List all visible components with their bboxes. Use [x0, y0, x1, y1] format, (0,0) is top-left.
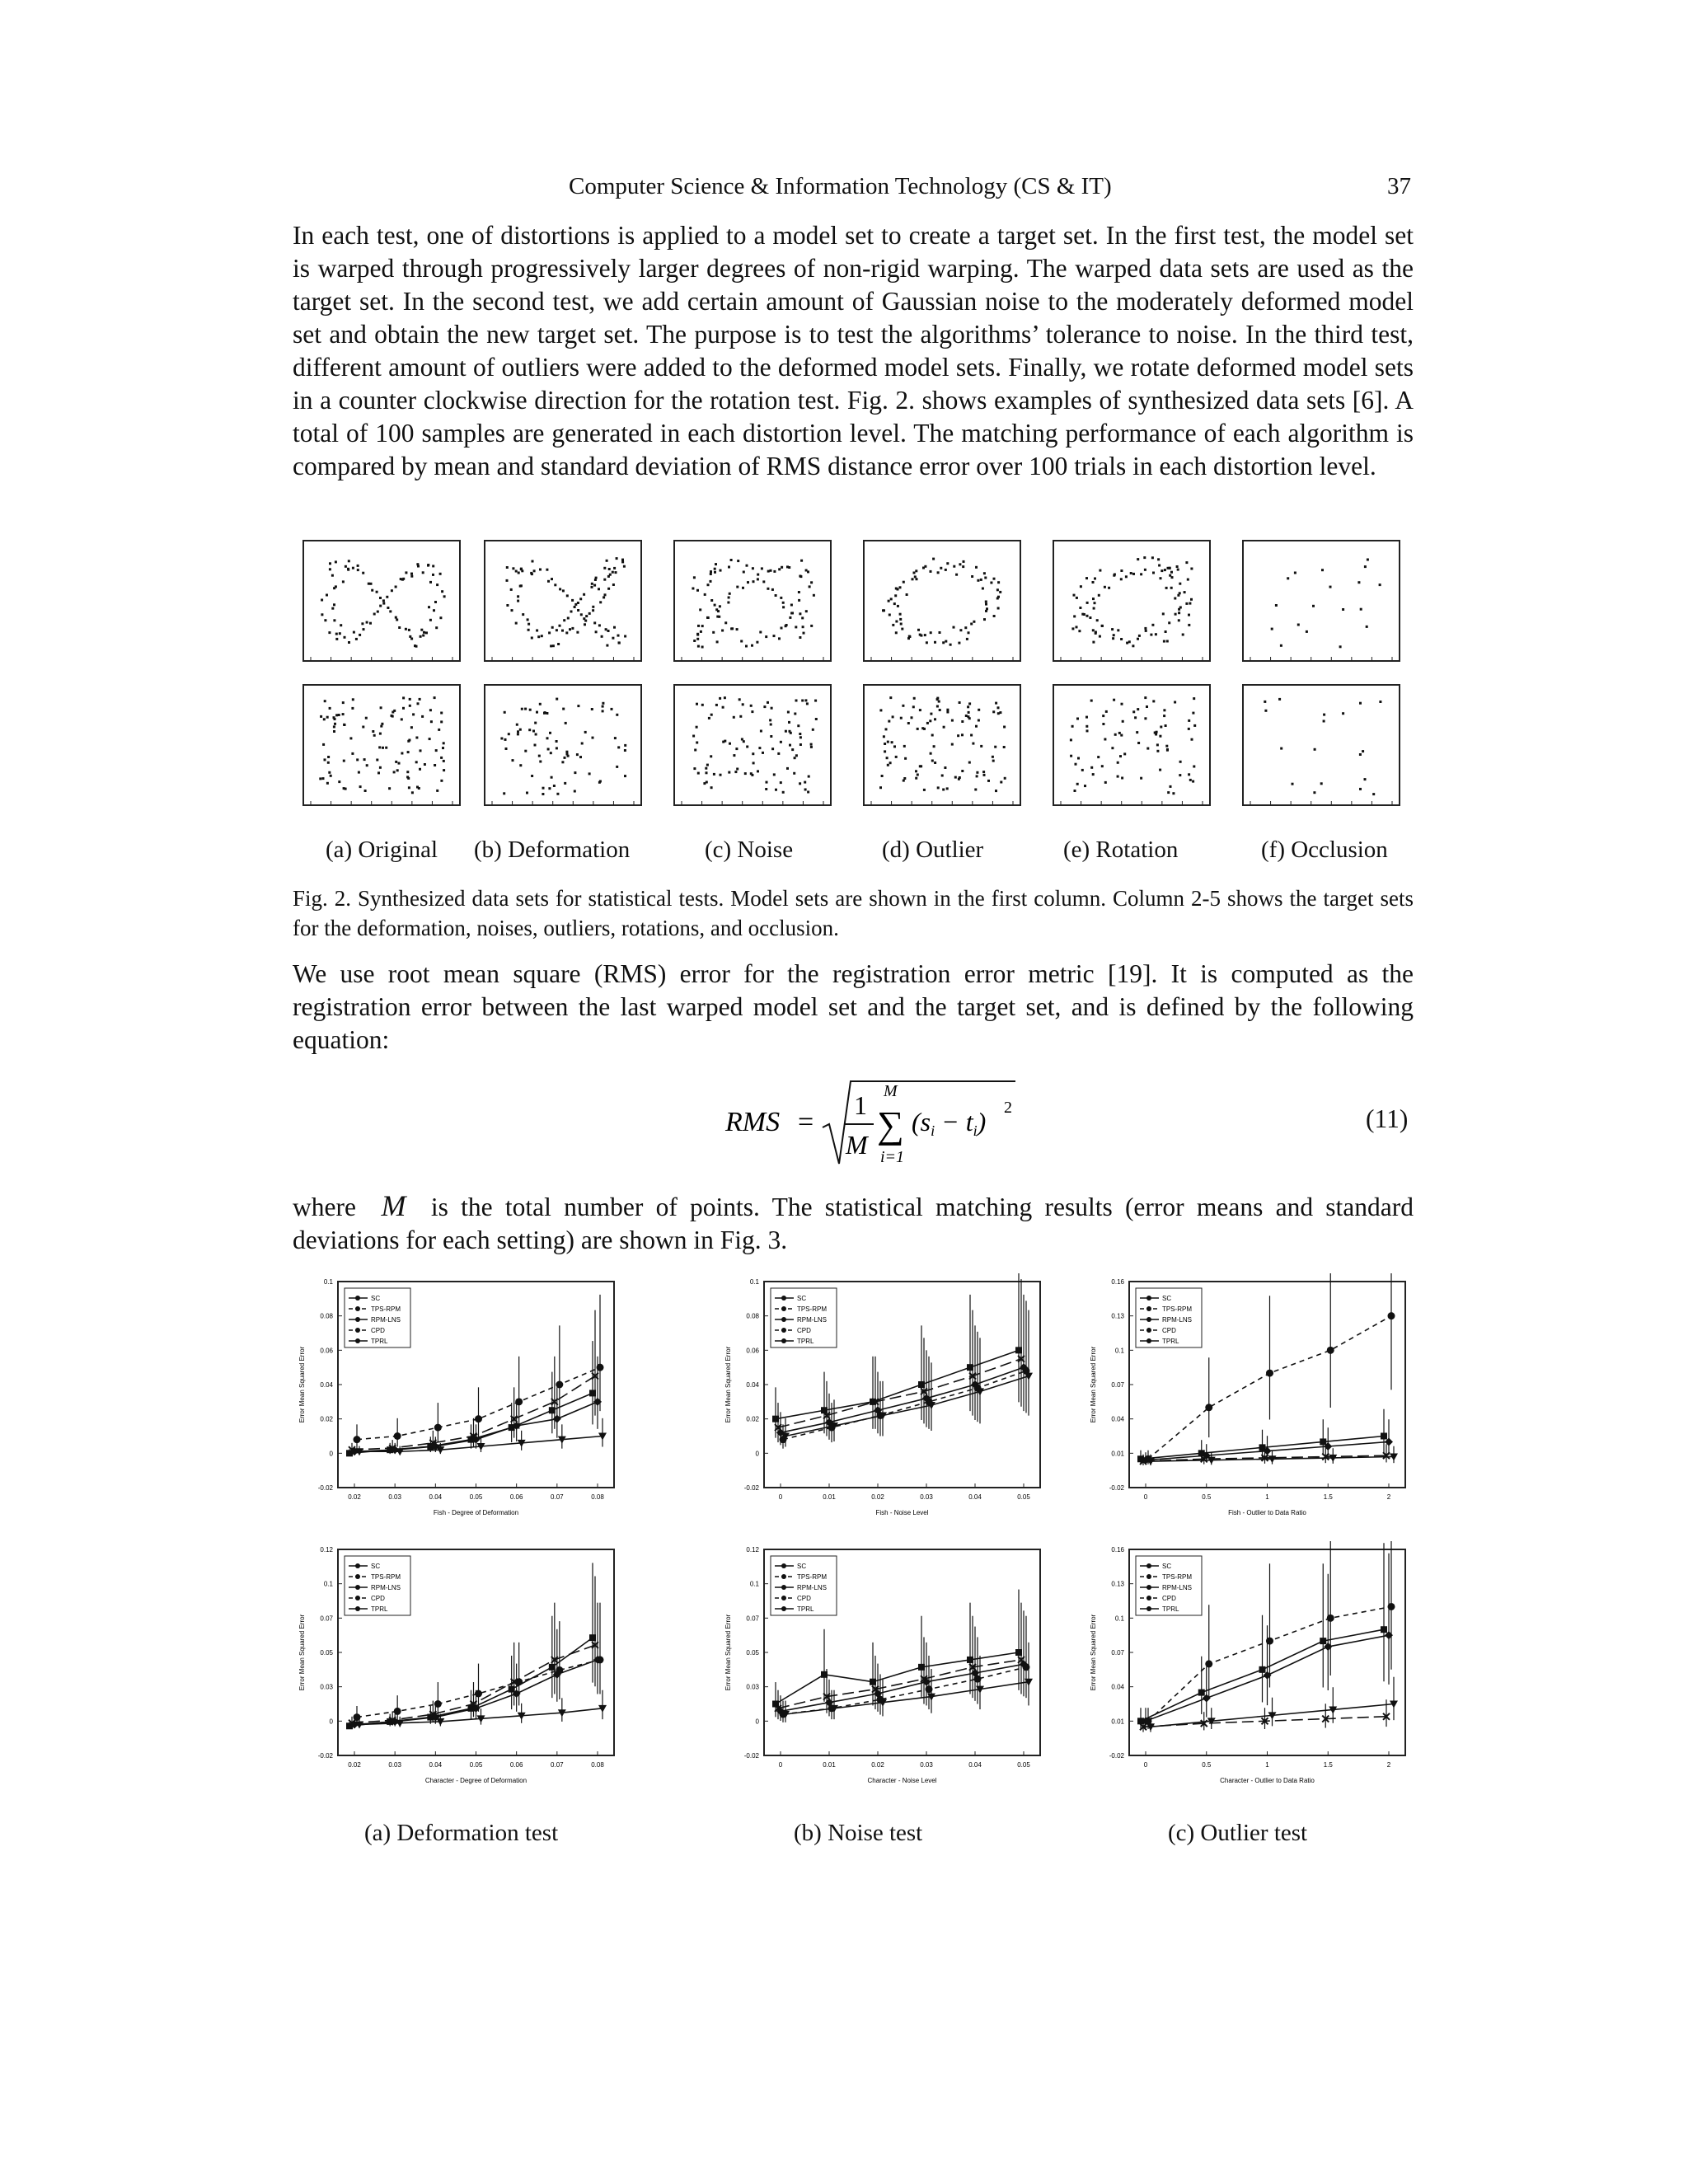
legend-entry: SC	[797, 1563, 807, 1570]
legend-entry: TPS-RPM	[1162, 1305, 1192, 1313]
data-point-cpd	[475, 1415, 482, 1422]
data-point-cpd	[597, 1364, 604, 1371]
y-tick-label: -0.02	[317, 1752, 333, 1760]
y-tick-label: -0.02	[1109, 1752, 1124, 1760]
x-tick-label: 1.5	[1323, 1493, 1333, 1501]
data-point-sc	[1381, 1626, 1387, 1633]
x-tick-label: 0	[778, 1493, 783, 1501]
point-set-panel	[673, 684, 832, 806]
legend-entry: TPRL	[371, 1605, 388, 1613]
data-point-cpd	[434, 1700, 442, 1708]
rms-equation	[709, 1071, 1055, 1179]
y-tick-label: 0.1	[1114, 1615, 1124, 1623]
body-paragraph-1: In each test, one of distortions is applied to a model set to create a target set. In the first test, the model set is warped through progressively larger degrees of non-rigid warping. The warped data sets are used as the target set. In the second test, we add certain amount of Gaussian noise to the moderately deformed model set and obtain the new target set. The purpose is to test the algorithms’ tolerance to noise. In the third test, different amount of outliers were added to the deformed model sets. Finally, we rotate deformed model sets in a counter clockwise direction for the rotation test. Fig. 2. shows examples of synthesized data sets [6]. A total of 100 samples are generated in each distortion level. The matching performance of each algorithm is compared by mean and standard deviation of RMS distance error over 100 trials in each distortion level.	[293, 221, 1414, 480]
x-axis-label: Character - Noise Level	[867, 1777, 937, 1784]
error-line-chart	[719, 1273, 1048, 1525]
body-paragraph-2: We use root mean square (RMS) error for the registration error metric [19]. It is computed as the registration error between the last warped model set and the target set, and is defined by the following equation:	[293, 959, 1414, 1054]
x-tick-label: 0.04	[429, 1761, 443, 1769]
error-line-chart	[293, 1541, 622, 1793]
y-tick-label: 0.16	[1111, 1278, 1124, 1286]
y-tick-label: 0	[755, 1718, 759, 1726]
chart-legend	[345, 1288, 410, 1347]
x-tick-label: 0.07	[551, 1493, 564, 1501]
eq-power: 2	[1004, 1099, 1012, 1117]
x-tick-label: 0.01	[823, 1493, 836, 1501]
point-set-panel	[484, 684, 642, 806]
x-tick-label: 0.03	[920, 1493, 933, 1501]
subcaption-original: (a) Original	[326, 837, 438, 863]
x-tick-label: 2	[1386, 1761, 1391, 1769]
x-tick-label: 0.5	[1202, 1493, 1212, 1501]
y-tick-label: 0.1	[1114, 1347, 1124, 1355]
y-tick-label: 0.08	[746, 1312, 759, 1320]
data-point-cpd	[434, 1424, 442, 1432]
svg-text:∑: ∑	[877, 1104, 904, 1146]
eq-sum-upper: M	[884, 1082, 898, 1100]
x-tick-label: 0.02	[871, 1761, 884, 1769]
legend-entry: TPRL	[797, 1338, 814, 1345]
x-axis-label: Character - Outlier to Data Ratio	[1220, 1777, 1315, 1784]
y-tick-label: 0.13	[1111, 1312, 1124, 1320]
y-tick-label: 0.1	[323, 1580, 333, 1588]
x-axis-label: Character - Degree of Deformation	[424, 1777, 528, 1784]
data-point-cpd	[1388, 1312, 1395, 1319]
y-tick-label: 0.02	[746, 1415, 759, 1423]
legend-entry: RPM-LNS	[1162, 1316, 1193, 1324]
point-set-panel	[1053, 684, 1211, 806]
y-tick-label: 0.04	[1111, 1683, 1124, 1691]
y-tick-label: 0.07	[1111, 1649, 1124, 1657]
legend-entry: CPD	[371, 1327, 385, 1334]
y-axis-label: Error Mean Squared Error	[1090, 1346, 1097, 1423]
y-tick-label: 0.06	[746, 1347, 759, 1355]
legend-entry: CPD	[1162, 1327, 1176, 1334]
y-tick-label: 0.03	[746, 1683, 759, 1691]
x-tick-label: 0.03	[388, 1761, 401, 1769]
y-axis-label: Error Mean Squared Error	[298, 1346, 306, 1423]
eq-equals: =	[798, 1107, 814, 1137]
x-tick-label: 0.06	[509, 1761, 523, 1769]
y-tick-label: -0.02	[1109, 1484, 1124, 1492]
subcaption-rotation: (e) Rotation	[1063, 837, 1179, 863]
data-point-cpd	[394, 1708, 401, 1715]
x-axis-label: Fish - Noise Level	[875, 1509, 929, 1516]
x-tick-label: 0.5	[1202, 1761, 1212, 1769]
x-tick-label: 0.03	[920, 1761, 933, 1769]
legend-entry: TPS-RPM	[797, 1305, 827, 1313]
subcaption-deformation: (b) Deformation	[474, 837, 631, 863]
figure-3-subcaptions	[293, 1820, 1414, 1853]
x-tick-label: 0.07	[551, 1761, 564, 1769]
x-tick-label: 0.01	[823, 1761, 836, 1769]
data-point-cpd	[1266, 1638, 1273, 1645]
y-tick-label: 0.12	[746, 1546, 759, 1554]
point-set-panel	[302, 540, 461, 662]
legend-entry: TPS-RPM	[797, 1573, 827, 1581]
x-tick-label: 2	[1386, 1493, 1391, 1501]
legend-entry: SC	[1162, 1563, 1172, 1570]
point-set-panel	[302, 684, 461, 806]
x-tick-label: 0.02	[348, 1761, 361, 1769]
y-tick-label: 0.03	[320, 1683, 333, 1691]
y-tick-label: -0.02	[743, 1752, 759, 1760]
point-set-panel	[1242, 540, 1400, 662]
chart-legend	[1136, 1288, 1202, 1347]
legend-entry: TPS-RPM	[371, 1573, 401, 1581]
legend-entry: TPS-RPM	[1162, 1573, 1192, 1581]
legend-entry: RPM-LNS	[371, 1316, 401, 1324]
y-tick-label: 0.13	[1111, 1580, 1124, 1588]
x-tick-label: 0	[1143, 1493, 1148, 1501]
x-tick-label: 1	[1265, 1761, 1269, 1769]
chart-legend	[1136, 1556, 1202, 1615]
figure-3-charts	[293, 1273, 1414, 1801]
point-set-panel	[484, 540, 642, 662]
x-tick-label: 0.05	[469, 1493, 483, 1501]
x-tick-label: 0.04	[429, 1493, 443, 1501]
page-number: 37	[1387, 173, 1411, 199]
data-point-sc	[1320, 1638, 1326, 1644]
x-tick-label: 0.05	[1017, 1493, 1030, 1501]
legend-entry: RPM-LNS	[797, 1316, 828, 1324]
x-tick-label: 1.5	[1323, 1761, 1333, 1769]
subcaption-occlusion: (f) Occlusion	[1261, 837, 1388, 863]
subcaption-noise: (c) Noise	[705, 837, 794, 863]
data-point-sc	[1259, 1666, 1266, 1673]
data-point-cpd	[1205, 1660, 1212, 1667]
y-tick-label: 0	[755, 1450, 759, 1458]
x-axis-label: Fish - Degree of Deformation	[433, 1509, 519, 1516]
subcaption-outlier-test: (c) Outlier test	[1168, 1820, 1308, 1846]
data-point-cpd	[515, 1678, 523, 1685]
y-tick-label: 0.04	[320, 1381, 333, 1389]
legend-entry: TPRL	[371, 1338, 388, 1345]
y-axis-label: Error Mean Squared Error	[724, 1614, 732, 1691]
y-tick-label: 0	[329, 1718, 333, 1726]
x-axis-label: Fish - Outlier to Data Ratio	[1228, 1509, 1306, 1516]
chart-legend	[771, 1556, 837, 1615]
equation-number: (11)	[1366, 1104, 1409, 1133]
y-tick-label: 0.01	[1111, 1450, 1124, 1458]
x-tick-label: 0.02	[348, 1493, 361, 1501]
subcaption-outlier: (d) Outlier	[882, 837, 984, 863]
y-tick-label: 0.02	[320, 1415, 333, 1423]
data-point-cpd	[556, 1666, 563, 1674]
data-point-cpd	[597, 1656, 604, 1663]
y-tick-label: 0.06	[320, 1347, 333, 1355]
x-tick-label: 0.08	[591, 1493, 604, 1501]
data-point-sc	[1198, 1690, 1205, 1696]
chart-legend	[771, 1288, 837, 1347]
y-axis-label: Error Mean Squared Error	[1090, 1614, 1097, 1691]
y-tick-label: 0.07	[320, 1615, 333, 1623]
y-tick-label: 0.04	[1111, 1415, 1124, 1423]
y-tick-label: 0.1	[749, 1278, 759, 1286]
legend-entry: TPS-RPM	[371, 1305, 401, 1313]
legend-entry: RPM-LNS	[797, 1584, 828, 1591]
chart-legend	[345, 1556, 410, 1615]
data-point-cpd	[1266, 1370, 1273, 1377]
legend-entry: TPRL	[1162, 1338, 1179, 1345]
y-tick-label: -0.02	[743, 1484, 759, 1492]
legend-entry: SC	[371, 1295, 381, 1302]
x-tick-label: 0.05	[469, 1761, 483, 1769]
legend-entry: SC	[797, 1295, 807, 1302]
legend-entry: SC	[371, 1563, 381, 1570]
legend-entry: CPD	[797, 1327, 811, 1334]
error-line-chart	[1084, 1273, 1414, 1525]
y-tick-label: 0.01	[1111, 1718, 1124, 1726]
y-tick-label: 0.12	[320, 1546, 333, 1554]
legend-entry: RPM-LNS	[371, 1584, 401, 1591]
y-tick-label: 0.16	[1111, 1546, 1124, 1554]
x-tick-label: 0.04	[968, 1761, 982, 1769]
eq-lhs: RMS	[725, 1107, 781, 1137]
body-paragraph-3: where M is the total number of points. The statistical matching results (error means and standard deviations for each setting) are shown in Fig. 3.	[293, 1189, 1414, 1254]
point-set-panel	[673, 540, 832, 662]
y-tick-label: 0.08	[320, 1312, 333, 1320]
point-set-panel	[1242, 684, 1400, 806]
y-tick-label: 0.05	[746, 1649, 759, 1657]
x-tick-label: 0.05	[1017, 1761, 1030, 1769]
data-point-cpd	[1327, 1347, 1334, 1354]
error-line-chart	[293, 1273, 622, 1525]
data-point-cpd	[394, 1432, 401, 1440]
x-tick-label: 0.02	[871, 1493, 884, 1501]
legend-entry: CPD	[797, 1595, 811, 1602]
eq-sum-lower: i=1	[880, 1148, 905, 1166]
journal-title: Computer Science & Information Technology (CS & IT)	[569, 173, 1112, 199]
x-tick-label: 0.06	[509, 1493, 523, 1501]
y-tick-label: 0.07	[746, 1615, 759, 1623]
data-point-sc	[1381, 1433, 1387, 1440]
y-tick-label: 0	[329, 1450, 333, 1458]
figure-2-caption: Fig. 2. Synthesized data sets for statistical tests. Model sets are shown in the first column. Column 2-5 shows the target sets for the deformation, noises, outliers, rotations, and occlusion.	[293, 886, 1414, 940]
data-point-sc	[1320, 1438, 1326, 1445]
point-set-panel	[863, 684, 1021, 806]
data-point-cpd	[1388, 1603, 1395, 1610]
point-set-panel	[863, 540, 1021, 662]
y-tick-label: 0.1	[323, 1278, 333, 1286]
data-point-cpd	[475, 1690, 482, 1698]
svg-text:(si − ti): (si − ti)	[912, 1107, 987, 1139]
subcaption-deformation-test: (a) Deformation test	[364, 1820, 559, 1846]
figure-2-panels	[293, 540, 1414, 812]
subcaption-noise-test: (b) Noise test	[794, 1820, 923, 1846]
x-tick-label: 0	[1143, 1761, 1148, 1769]
figure-2-subcaptions	[293, 837, 1414, 869]
y-tick-label: 0.1	[749, 1580, 759, 1588]
error-line-chart	[719, 1541, 1048, 1793]
y-tick-label: -0.02	[317, 1484, 333, 1492]
legend-entry: CPD	[371, 1595, 385, 1602]
legend-entry: RPM-LNS	[1162, 1584, 1193, 1591]
y-axis-label: Error Mean Squared Error	[724, 1346, 732, 1423]
legend-entry: TPRL	[1162, 1605, 1179, 1613]
data-point-cpd	[515, 1398, 523, 1405]
point-set-panel	[1053, 540, 1211, 662]
data-point-cpd	[556, 1381, 563, 1389]
legend-entry: SC	[1162, 1295, 1172, 1302]
x-tick-label: 0.04	[968, 1493, 982, 1501]
data-point-cpd	[354, 1436, 361, 1443]
y-tick-label: 0.04	[746, 1381, 759, 1389]
data-point-cpd	[1205, 1404, 1212, 1411]
y-axis-label: Error Mean Squared Error	[298, 1614, 306, 1691]
eq-numerator: 1	[854, 1090, 867, 1120]
x-tick-label: 0.08	[591, 1761, 604, 1769]
x-tick-label: 0	[778, 1761, 783, 1769]
x-tick-label: 0.03	[388, 1493, 401, 1501]
y-tick-label: 0.07	[1111, 1381, 1124, 1389]
x-tick-label: 1	[1265, 1493, 1269, 1501]
eq-denominator: M	[846, 1130, 868, 1160]
data-point-cpd	[1327, 1615, 1334, 1622]
error-line-chart	[1084, 1541, 1414, 1793]
legend-entry: CPD	[1162, 1595, 1176, 1602]
y-tick-label: 0.05	[320, 1649, 333, 1657]
legend-entry: TPRL	[797, 1605, 814, 1613]
